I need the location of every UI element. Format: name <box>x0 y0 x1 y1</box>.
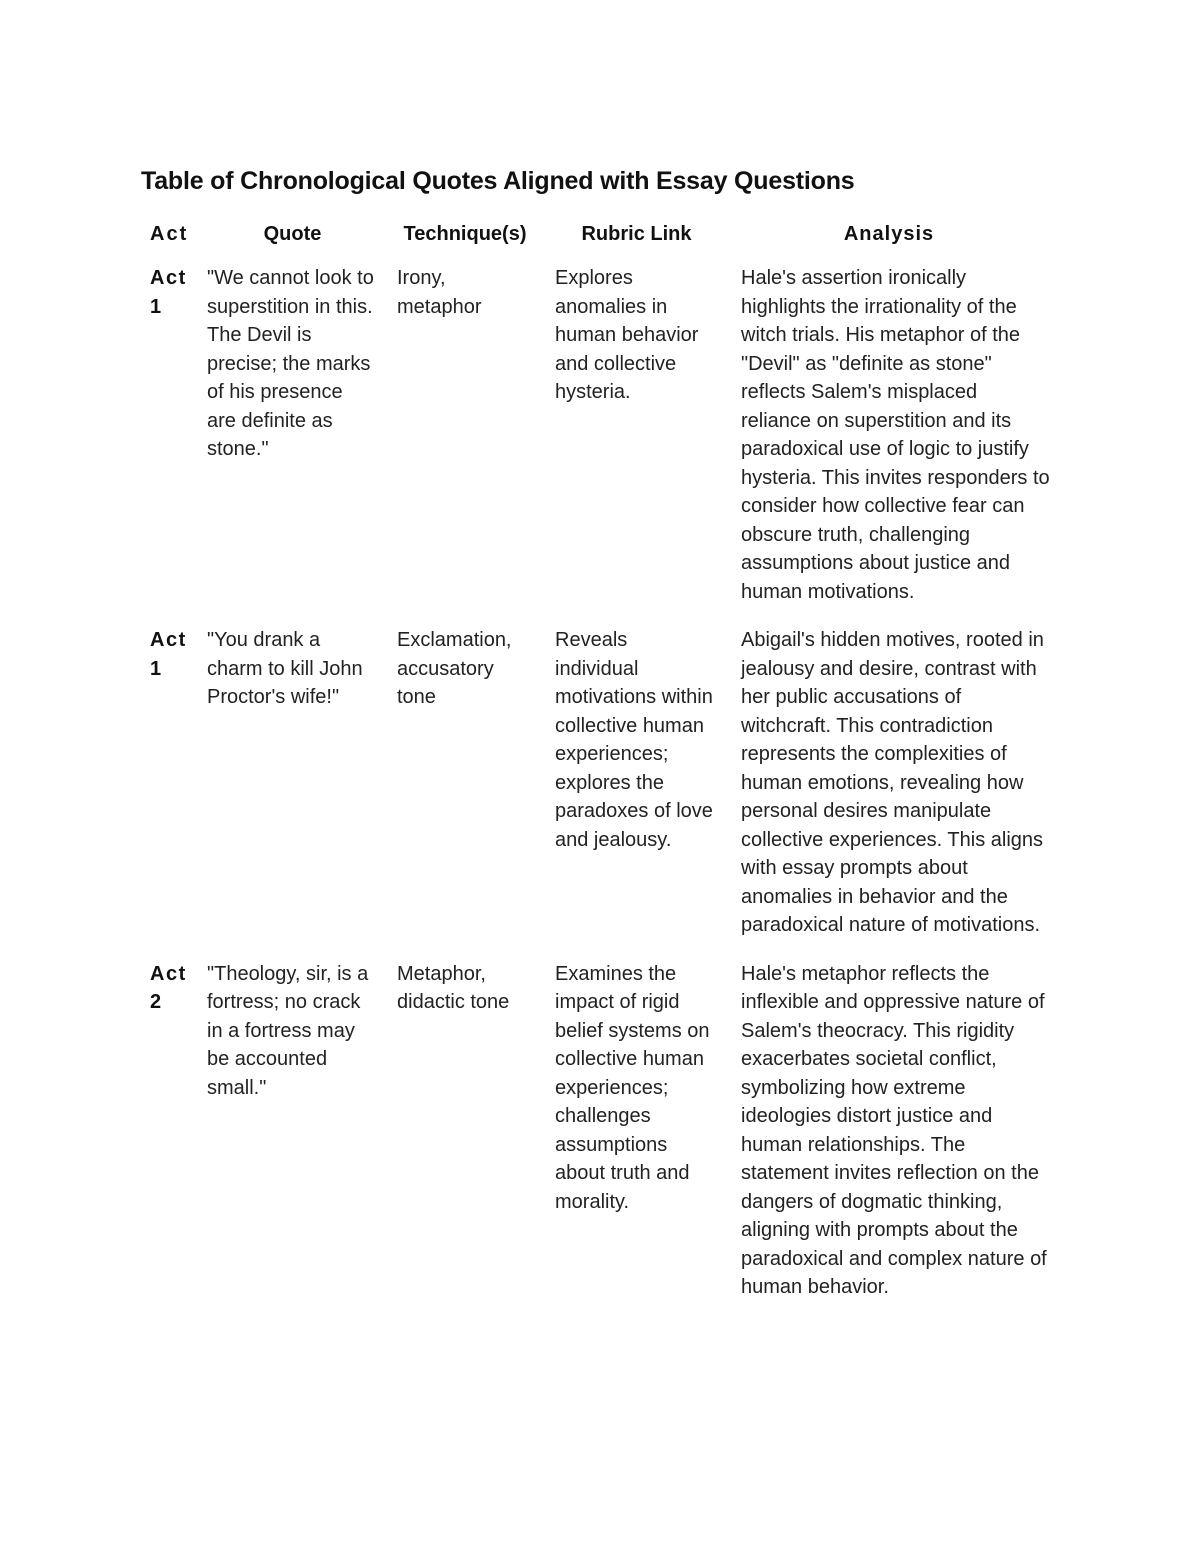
act-cell: Act 2 <box>150 962 187 1013</box>
rubric-link-cell: Explores anomalies in human behavior and collective hysteria. <box>555 267 699 403</box>
technique-cell: Exclamation, accusatory tone <box>397 629 512 708</box>
rubric-link-cell: Examines the impact of rigid belief systems on collective human experiences; challenges assumptions about truth and morality. <box>555 962 710 1213</box>
header-act: Act <box>150 223 189 245</box>
table-row <box>140 960 1050 1322</box>
quote-cell: "You drank a charm to kill John Proctor's wife!" <box>207 629 363 708</box>
header-technique: Technique(s) <box>403 223 527 245</box>
technique-cell: Metaphor, didactic tone <box>397 962 510 1013</box>
table-header-row <box>140 214 1050 264</box>
act-cell: Act 1 <box>150 267 187 318</box>
document-title: Table of Chronological Quotes Aligned with Essay Questions <box>141 167 855 195</box>
header-quote: Quote <box>263 223 322 245</box>
table-row <box>140 264 1050 626</box>
technique-cell: Irony, metaphor <box>397 267 482 318</box>
header-analysis: Analysis <box>843 223 935 245</box>
rubric-link-cell: Reveals individual motivations within collective human experiences; explores the paradoxes of love and jealousy. <box>555 629 713 851</box>
quote-cell: "Theology, sir, is a fortress; no crack in a fortress may be accounted small." <box>207 962 369 1099</box>
analysis-cell: Abigail's hidden motives, rooted in jealousy and desire, contrast with her public accusations of witchcraft. This contradiction represents the complexities of human emotions, revealing how personal desires manipulate collective experiences. This aligns with essay prompts about anomalies in behavior and the paradoxical nature of motivations. <box>741 629 1044 936</box>
header-rubric-link: Rubric Link <box>581 223 692 245</box>
quotes-table <box>140 214 1050 1322</box>
analysis-cell: Hale's metaphor reflects the inflexible and oppressive nature of Salem's theocracy. This rigidity exacerbates societal conflict, symbolizing how extreme ideologies distort justice and human relationships. The statement invites reflection on the dangers of dogmatic thinking, aligning with prompts about the paradoxical and complex nature of human behavior. <box>741 962 1047 1298</box>
table-row <box>140 626 1050 960</box>
analysis-cell: Hale's assertion ironically highlights the irrationality of the witch trials. His metaphor of the "Devil" as "definite as stone" reflects Salem's misplaced reliance on superstition and its paradoxical use of logic to justify hysteria. This invites responders to consider how collective fear can obscure truth, challenging assumptions about justice and human motivations. <box>741 267 1050 603</box>
quote-cell: "We cannot look to superstition in this. The Devil is precise; the marks of his presence are definite as stone." <box>207 267 374 460</box>
act-cell: Act 1 <box>150 629 187 680</box>
